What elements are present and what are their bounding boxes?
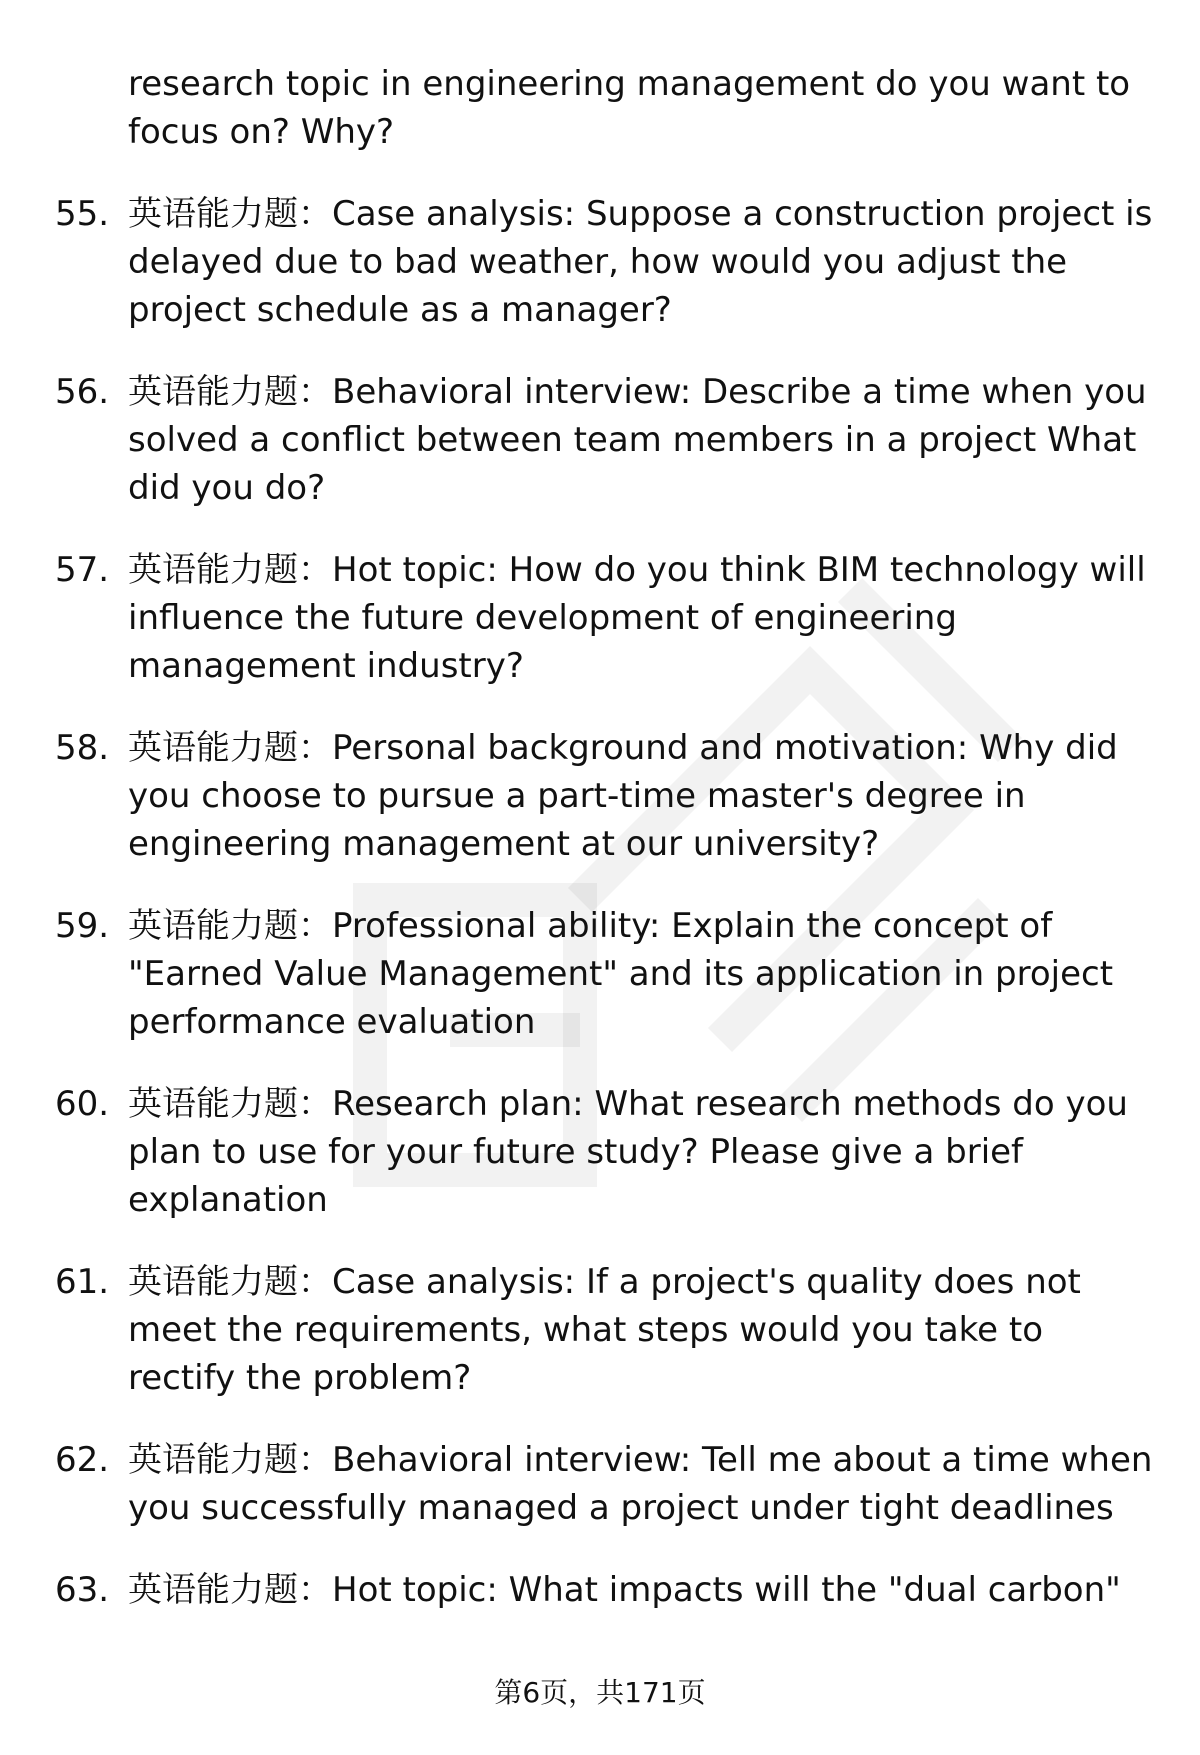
continued-question-text: research topic in engineering management do you want to focus on? Why? — [128, 64, 1131, 152]
question-category: 英语能力题： — [128, 728, 332, 768]
question-category: 英语能力题： — [128, 1084, 332, 1124]
question-item-56 — [55, 368, 1160, 512]
question-text: Behavioral interview: Tell me about a time when you successfully managed a project under tight deadlines — [128, 1440, 1153, 1528]
question-number: 56. — [55, 372, 110, 412]
question-text: Behavioral interview: Describe a time when you solved a conflict between team members in a project What did you do? — [128, 372, 1147, 508]
question-item-57 — [55, 546, 1160, 690]
question-category: 英语能力题： — [128, 906, 332, 946]
question-item-58 — [55, 724, 1160, 868]
question-text: Case analysis: Suppose a construction project is delayed due to bad weather, how would you adjust the project schedule as a manager? — [128, 194, 1153, 330]
question-item-62 — [55, 1436, 1160, 1532]
question-number: 55. — [55, 194, 110, 234]
question-text: Hot topic: What impacts will the "dual carbon" — [332, 1570, 1121, 1610]
question-item-61 — [55, 1258, 1160, 1402]
question-text: Hot topic: How do you think BIM technology will influence the future development of engineering management industry? — [128, 550, 1146, 686]
question-item-55 — [55, 190, 1160, 334]
question-number: 62. — [55, 1440, 110, 1480]
question-item-60 — [55, 1080, 1160, 1224]
page-footer-page-number: 第6页，共171页 — [494, 1676, 706, 1709]
question-number: 61. — [55, 1262, 110, 1302]
question-category: 英语能力题： — [128, 372, 332, 412]
question-text: Research plan: What research methods do you plan to use for your future study? Please give a brief explanation — [128, 1084, 1128, 1220]
question-number: 63. — [55, 1570, 110, 1610]
question-number: 58. — [55, 728, 110, 768]
question-text: Case analysis: If a project's quality does not meet the requirements, what steps would you take to rectify the problem? — [128, 1262, 1081, 1398]
question-item-63 — [55, 1566, 1160, 1614]
question-category: 英语能力题： — [128, 550, 332, 590]
question-category: 英语能力题： — [128, 1262, 332, 1302]
question-category: 英语能力题： — [128, 1440, 332, 1480]
question-number: 60. — [55, 1084, 110, 1124]
question-category: 英语能力题： — [128, 1570, 332, 1610]
question-number: 57. — [55, 550, 110, 590]
question-item-59 — [55, 902, 1160, 1046]
question-number: 59. — [55, 906, 110, 946]
question-text: Personal background and motivation: Why did you choose to pursue a part-time master's degree in engineering management at our university? — [128, 728, 1118, 864]
question-text: Professional ability: Explain the concept of "Earned Value Management" and its application in project performance evaluation — [128, 906, 1114, 1042]
question-category: 英语能力题： — [128, 194, 332, 234]
question-list — [55, 60, 1160, 1648]
